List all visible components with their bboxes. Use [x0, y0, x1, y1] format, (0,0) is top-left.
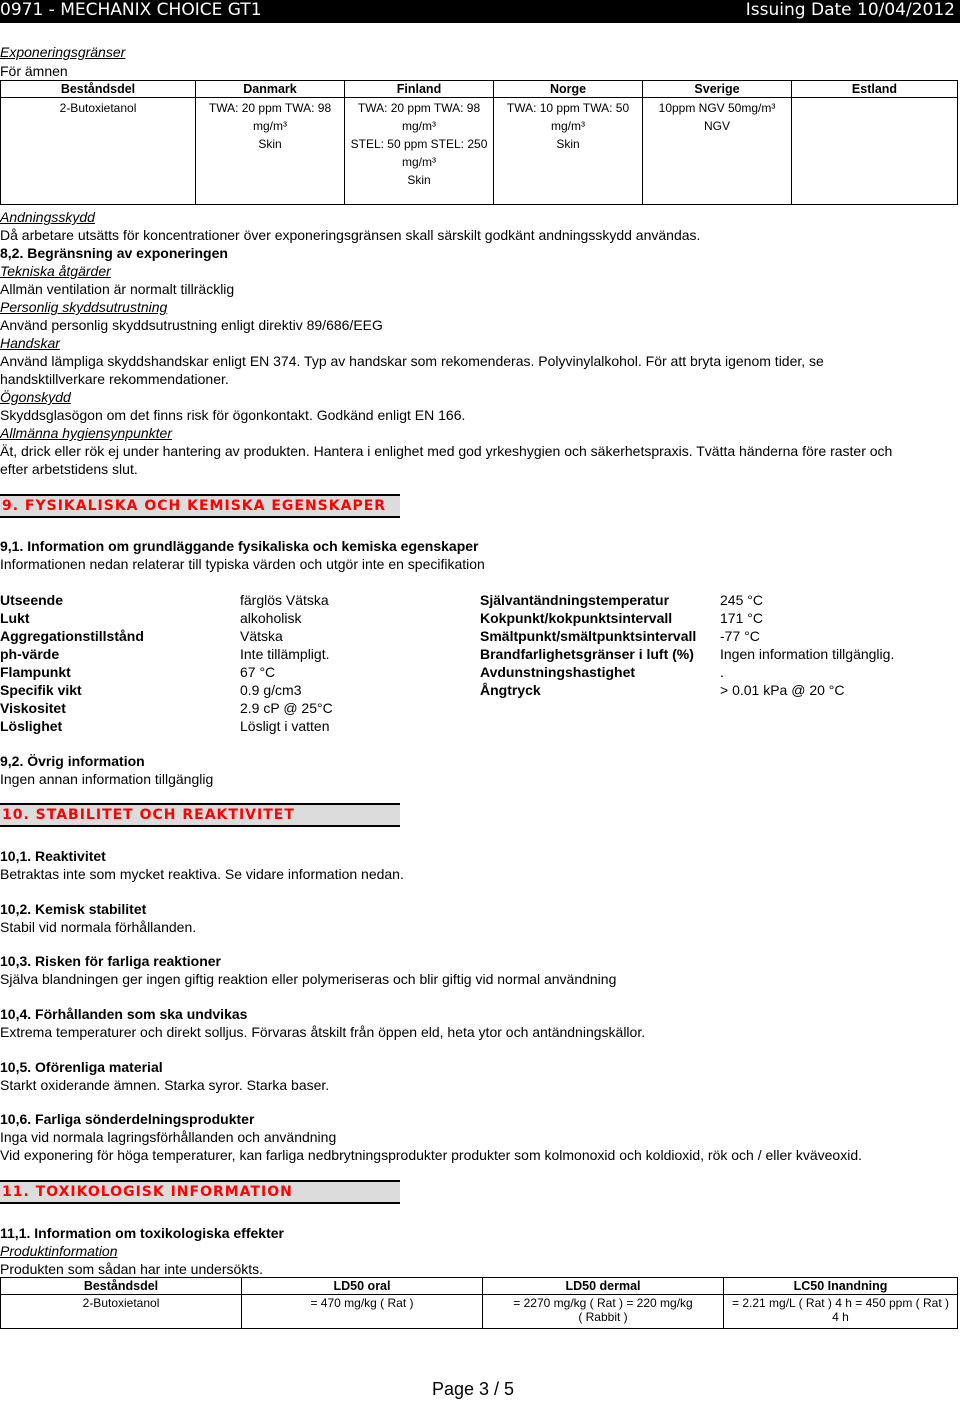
ppe-text: Använd personlig skyddsutrustning enligt direktiv 89/686/EEG: [0, 317, 383, 333]
cell-line: mg/m³: [402, 119, 436, 133]
cell-line: TWA: 10 ppm TWA: 50: [506, 101, 630, 115]
prop-label: ph-värde: [0, 646, 60, 662]
gloves-text-2: handsktillverkare rekommendationer.: [0, 371, 229, 387]
ld50-dermal-cell: [483, 1295, 724, 1329]
section-9-1-text: Informationen nedan relaterar till typiska värden och utgör inte en specifikation: [0, 556, 485, 572]
sverige-cell: [643, 98, 792, 205]
cell-line: Skin: [258, 137, 282, 151]
section-8-2-title: 8,2. Begränsning av exponeringen: [0, 245, 228, 261]
prop-value: 2.9 cP @ 25°C: [240, 700, 333, 716]
substance-name: 2-Butoxietanol: [1, 98, 196, 205]
section-9-heading: 9. FYSIKALISKA OCH KEMISKA EGENSKAPER: [0, 494, 400, 518]
prop-value: Vätska: [240, 628, 283, 644]
s10-item-text: Extrema temperaturer och direkt solljus. Förvaras åtskilt från öppen eld, heta ytor och antändningskällor.: [0, 1024, 646, 1040]
section-11-heading: 11. TOXIKOLOGISK INFORMATION: [0, 1180, 400, 1204]
prop-label: Smältpunkt/smältpunktsintervall: [480, 628, 697, 644]
prop-label: Löslighet: [0, 718, 63, 734]
prop-value: .: [720, 664, 724, 680]
finland-cell: [345, 98, 494, 205]
prop-label: Kokpunkt/kokpunktsintervall: [480, 610, 673, 626]
s10-item-text: Inga vid normala lagringsförhållanden och användning: [0, 1129, 337, 1145]
s10-item-text: Betraktas inte som mycket reaktiva. Se vidare information nedan.: [0, 866, 404, 882]
col-header: Sverige: [643, 81, 792, 98]
prop-label: Utseende: [0, 592, 64, 608]
product-title: 0971 - MECHANIX CHOICE GT1: [0, 0, 262, 20]
prop-label: Ångtryck: [480, 682, 541, 698]
prop-value: Lösligt i vatten: [240, 718, 330, 734]
for-substances-label: För ämnen: [0, 63, 68, 79]
s10-item-text-2: Vid exponering för höga temperaturer, kan farliga nedbrytningsprodukter produkter som kolmonoxid och koldioxid, rök och / eller kväveoxid.: [0, 1147, 862, 1163]
prop-label: Specifik vikt: [0, 682, 82, 698]
cell-line: mg/m³: [253, 119, 287, 133]
exposure-limits-title: Exponeringsgränser: [0, 44, 126, 60]
eye-protection-title: Ögonskydd: [0, 389, 71, 405]
prop-value: 171 °C: [720, 610, 763, 626]
cell-line: = 2270 mg/kg ( Rat ) = 220 mg/kg: [513, 1296, 693, 1310]
hygiene-title: Allmänna hygiensynpunkter: [0, 425, 172, 441]
prop-value: 0.9 g/cm3: [240, 682, 302, 698]
prop-label: Viskositet: [0, 700, 66, 716]
s10-item-title: 10,6. Farliga sönderdelningsprodukter: [0, 1111, 255, 1127]
section-11-1-title: 11,1. Information om toxikologiska effekter: [0, 1225, 284, 1241]
prop-value: 245 °C: [720, 592, 763, 608]
cell-line: TWA: 20 ppm TWA: 98: [357, 101, 481, 115]
prop-label: Lukt: [0, 610, 30, 626]
col-header: Finland: [345, 81, 494, 98]
s10-item-title: 10,5. Oförenliga material: [0, 1059, 163, 1075]
prop-value: färglös Vätska: [240, 592, 329, 608]
hygiene-text-2: efter arbetstidens slut.: [0, 461, 138, 477]
cell-line: 4 h: [832, 1310, 849, 1324]
cell-line: TWA: 20 ppm TWA: 98: [208, 101, 332, 115]
col-header: LC50 Inandning: [724, 1278, 958, 1295]
lc50-inhalation-cell: [724, 1295, 958, 1329]
gloves-text: Använd lämpliga skyddshandskar enligt EN 374. Typ av handskar som rekomenderas. Polyvinylalkohol. För att bryta igenom tider, se: [0, 353, 824, 369]
tech-measures-title: Tekniska åtgärder: [0, 263, 111, 279]
prop-label: Självantändningstemperatur: [480, 592, 670, 608]
page-number: Page 3 / 5: [431, 1379, 515, 1399]
col-header: Norge: [494, 81, 643, 98]
cell-line: NGV: [703, 119, 730, 133]
col-header: Danmark: [196, 81, 345, 98]
prop-value: alkoholisk: [240, 610, 302, 626]
exposure-table: [0, 80, 958, 205]
cell-line: Skin: [407, 173, 431, 187]
ppe-title: Personlig skyddsutrustning: [0, 299, 168, 315]
prop-value: > 0.01 kPa @ 20 °C: [720, 682, 845, 698]
section-10-heading: 10. STABILITET OCH REAKTIVITET: [0, 803, 400, 827]
s10-item-title: 10,3. Risken för farliga reaktioner: [0, 953, 221, 969]
s10-item-text: Stabil vid normala förhållanden.: [0, 919, 197, 935]
gloves-title: Handskar: [0, 335, 60, 351]
resp-protection-text: Då arbetare utsätts för koncentrationer över exponeringsgränsen skall särskilt godkänt andningsskydd användas.: [0, 227, 701, 243]
substance-name: 2-Butoxietanol: [1, 1295, 242, 1329]
danmark-cell: [196, 98, 345, 205]
prop-label: Aggregationstillstånd: [0, 628, 144, 644]
page-header: [0, 0, 960, 23]
section-9-1-title: 9,1. Information om grundläggande fysikaliska och kemiska egenskaper: [0, 538, 479, 554]
product-info-title: Produktinformation: [0, 1243, 118, 1259]
section-9-2-text: Ingen annan information tillgänglig: [0, 771, 214, 787]
cell-line: STEL: 50 ppm STEL: 250: [350, 137, 488, 151]
product-info-text: Produkten som sådan har inte undersökts.: [0, 1261, 264, 1277]
s10-item-text: Själva blandningen ger ingen giftig reaktion eller polymeriseras och blir giftig vid normal användning: [0, 971, 617, 987]
col-header: LD50 dermal: [483, 1278, 724, 1295]
issuing-date: Issuing Date 10/04/2012: [745, 0, 955, 20]
prop-value: -77 °C: [720, 628, 760, 644]
resp-protection-title: Andningsskydd: [0, 209, 95, 225]
table-header-row: [1, 81, 958, 98]
s10-item-title: 10,4. Förhållanden som ska undvikas: [0, 1006, 248, 1022]
tech-measures-text: Allmän ventilation är normalt tillräcklig: [0, 281, 235, 297]
prop-label: Avdunstningshastighet: [480, 664, 636, 680]
col-header: Estland: [792, 81, 958, 98]
cell-line: 10ppm NGV 50mg/m³: [658, 101, 776, 115]
ld50-oral-cell: = 470 mg/kg ( Rat ): [242, 1295, 483, 1329]
col-header: Beståndsdel: [1, 1278, 242, 1295]
table-row: [1, 98, 958, 205]
section-9-2-title: 9,2. Övrig information: [0, 753, 145, 769]
cell-line: mg/m³: [402, 155, 436, 169]
estland-cell: [792, 98, 958, 205]
prop-label: Brandfarlighetsgränser i luft (%): [480, 646, 694, 662]
toxicology-table: [0, 1277, 958, 1329]
prop-value: 67 °C: [240, 664, 276, 680]
hygiene-text: Ät, drick eller rök ej under hantering av produkten. Hantera i enlighet med god yrkeshygien och säkerhetspraxis. Tvätta händerna före raster och: [0, 443, 893, 459]
table-row: [1, 1295, 958, 1329]
cell-line: mg/m³: [551, 119, 585, 133]
s10-item-title: 10,1. Reaktivitet: [0, 848, 106, 864]
prop-label: Flampunkt: [0, 664, 71, 680]
cell-line: ( Rabbit ): [578, 1310, 628, 1324]
s10-item-text: Starkt oxiderande ämnen. Starka syror. Starka baser.: [0, 1077, 330, 1093]
norge-cell: [494, 98, 643, 205]
s10-item-title: 10,2. Kemisk stabilitet: [0, 901, 147, 917]
col-header: Beståndsdel: [1, 81, 196, 98]
table-header-row: [1, 1278, 958, 1295]
cell-line: Skin: [556, 137, 580, 151]
col-header: LD50 oral: [242, 1278, 483, 1295]
cell-line: = 2.21 mg/L ( Rat ) 4 h = 450 ppm ( Rat ): [732, 1296, 949, 1310]
prop-value: Inte tillämpligt.: [240, 646, 330, 662]
prop-value: Ingen information tillgänglig.: [720, 646, 895, 662]
eye-protection-text: Skyddsglasögon om det finns risk för ögonkontakt. Godkänd enligt EN 166.: [0, 407, 466, 423]
